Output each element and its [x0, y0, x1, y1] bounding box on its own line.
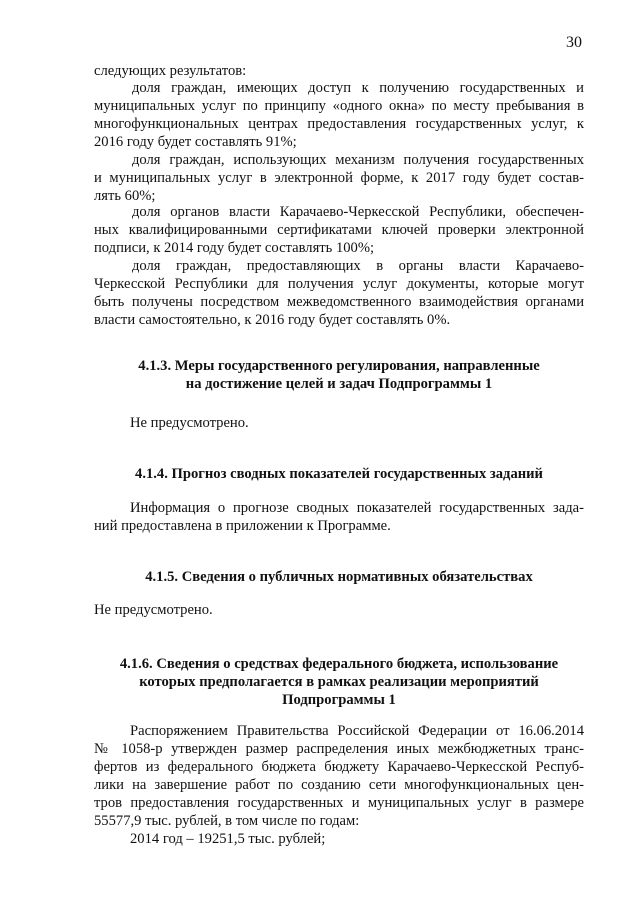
section-heading-4-1-3-cont: на достижение целей и задач Подпрограммы 1 — [185, 376, 493, 392]
paragraph-line: и муниципальных услуг в электронной форме, к 2017 году будет состав- — [94, 170, 584, 186]
paragraph-line: следующих результатов: — [94, 63, 247, 79]
paragraph-line: лять 60%; — [94, 188, 156, 204]
paragraph-line: лики на завершение работ по созданию сети многофункциональных цен- — [94, 777, 584, 793]
paragraph-line: 2016 году будет составлять 91%; — [94, 134, 297, 150]
paragraph-line: Черкесской Республики для получения услуг документы, которые могут — [94, 276, 584, 292]
paragraph-line: подписи, к 2014 году будет составлять 100%; — [94, 240, 375, 256]
paragraph-line: многофункциональных центрах предоставления государственных услуг, к — [94, 116, 584, 132]
paragraph-line: ных квалифицированными сертификатами ключей проверки электронной — [94, 222, 584, 238]
paragraph-line: 2014 год – 19251,5 тыс. рублей; — [130, 831, 326, 847]
section-text: Информация о прогнозе сводных показателей государственных зада- — [130, 500, 584, 516]
paragraph-line: 55577,9 тыс. рублей, в том числе по годам: — [94, 813, 360, 829]
section-heading-4-1-3: 4.1.3. Меры государственного регулирования, направленные — [138, 358, 540, 374]
paragraph-line: тров предоставления государственных и муниципальных услуг в размере — [94, 795, 584, 811]
section-heading-4-1-6-cont: которых предполагается в рамках реализации мероприятий — [139, 674, 539, 690]
paragraph-line: Распоряжением Правительства Российской Федерации от 16.06.2014 — [130, 723, 584, 739]
section-heading-4-1-6-cont: Подпрограммы 1 — [282, 692, 396, 708]
paragraph-line: доля граждан, использующих механизм получения государственных — [132, 152, 584, 168]
section-heading-4-1-5: 4.1.5. Сведения о публичных нормативных обязательствах — [145, 569, 533, 585]
paragraph-line: доля граждан, имеющих доступ к получению государственных и — [132, 80, 584, 96]
paragraph-line: фертов из федерального бюджета бюджету Карачаево-Черкесской Респуб- — [94, 759, 584, 775]
paragraph-line: доля граждан, предоставляющих в органы власти Карачаево- — [132, 258, 584, 274]
section-text: Не предусмотрено. — [94, 602, 213, 618]
section-text: ний предоставлена в приложении к Программе. — [94, 518, 391, 534]
section-heading-4-1-6: 4.1.6. Сведения о средствах федерального бюджета, использование — [119, 656, 559, 672]
paragraph-line: быть получены посредством межведомственного взаимодействия органами — [94, 294, 584, 310]
paragraph-line: муниципальных услуг по принципу «одного окна» по месту пребывания в — [94, 98, 584, 114]
section-heading-4-1-4: 4.1.4. Прогноз сводных показателей государственных заданий — [135, 466, 543, 482]
paragraph-line: власти самостоятельно, к 2016 году будет составлять 0%. — [94, 312, 451, 328]
page-number: 30 — [566, 34, 582, 51]
section-text: Не предусмотрено. — [130, 415, 249, 431]
paragraph-line: № 1058-р утвержден размер распределения иных межбюджетных транс- — [94, 741, 584, 757]
paragraph-line: доля органов власти Карачаево-Черкесской Республики, обеспечен- — [132, 204, 584, 220]
